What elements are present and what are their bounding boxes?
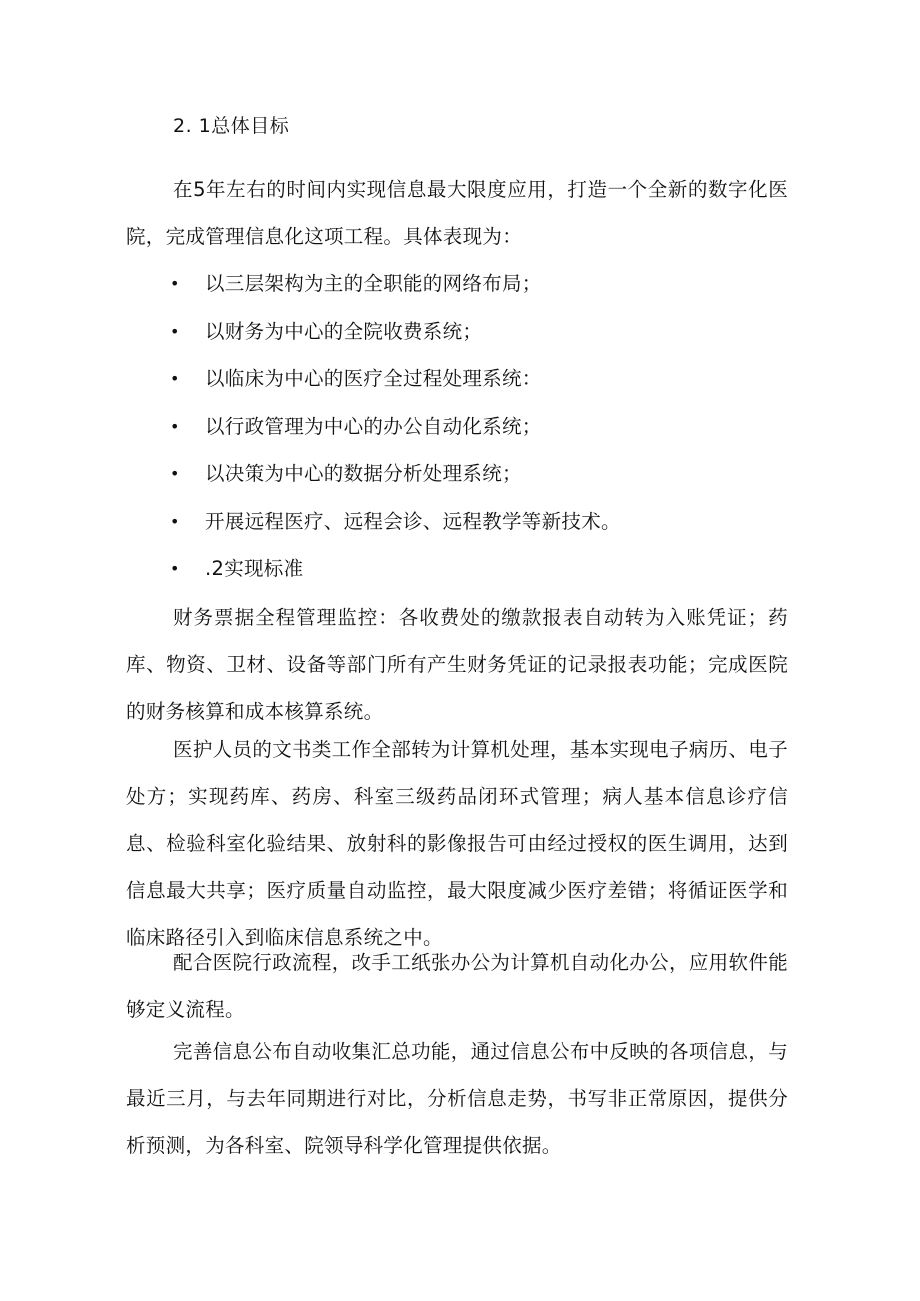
bullet-icon: • — [170, 369, 180, 388]
bullet-icon: • — [170, 416, 180, 436]
list-item-text: 以行政管理为中心的办公自动化系统； — [205, 414, 542, 438]
bullet-icon: • — [170, 274, 180, 293]
list-item-text: 以三层架构为主的全职能的网络布局； — [205, 272, 542, 295]
list-item — [170, 403, 790, 451]
admin-paragraph: 配合医院行政流程，改手工纸张办公为计算机自动化办公，应用软件能够定义流程。 — [126, 951, 788, 1021]
section-heading: 2. 1总体目标 — [173, 115, 290, 137]
list-item — [170, 308, 790, 356]
bullet-icon: • — [170, 511, 180, 531]
list-item-text: 以临床为中心的医疗全过程处理系统： — [205, 367, 542, 390]
list-item-text: .2实现标准 — [205, 557, 304, 580]
bullet-icon: • — [170, 321, 180, 341]
bullet-list — [170, 260, 790, 593]
medical-paragraph: 医护人员的文书类工作全部转为计算机处理，基本实现电子病历、电子处方；实现药库、药房、科室三级药品闭环式管理；病人基本信息诊疗信息、检验科室化验结果、放射科的影像报告可由经过授权的医生调用，达到信息最大共享；医疗质量自动监控，最大限度减少医疗差错；将循证医学和临床路径引入到临床信息系统之中。 — [126, 738, 788, 949]
info-paragraph: 完善信息公布自动收集汇总功能，通过信息公布中反映的各项信息，与最近三月，与去年同期进行对比，分析信息走势，书写非正常原因，提供分析预测，为各科室、院领导科学化管理提供依据。 — [126, 1040, 788, 1157]
list-item-text: 以决策为中心的数据分析处理系统； — [205, 462, 522, 485]
list-item — [170, 498, 790, 546]
list-item-text: 开展远程医疗、远程会诊、远程教学等新技术。 — [205, 509, 621, 533]
list-item-text: 以财务为中心的全院收费系统； — [205, 319, 483, 343]
list-item — [170, 450, 790, 498]
list-item — [170, 545, 790, 593]
bullet-icon: • — [170, 464, 180, 483]
list-item — [170, 260, 790, 308]
bullet-icon: • — [170, 559, 180, 578]
finance-paragraph: 财务票据全程管理监控：各收费处的缴款报表自动转为入账凭证；药库、物资、卫材、设备等部门所有产生财务凭证的记录报表功能；完成医院的财务核算和成本核算系统。 — [126, 606, 788, 723]
intro-paragraph: 在5年左右的时间内实现信息最大限度应用，打造一个全新的数字化医院，完成管理信息化这项工程。具体表现为： — [126, 178, 788, 248]
list-item — [170, 355, 790, 403]
